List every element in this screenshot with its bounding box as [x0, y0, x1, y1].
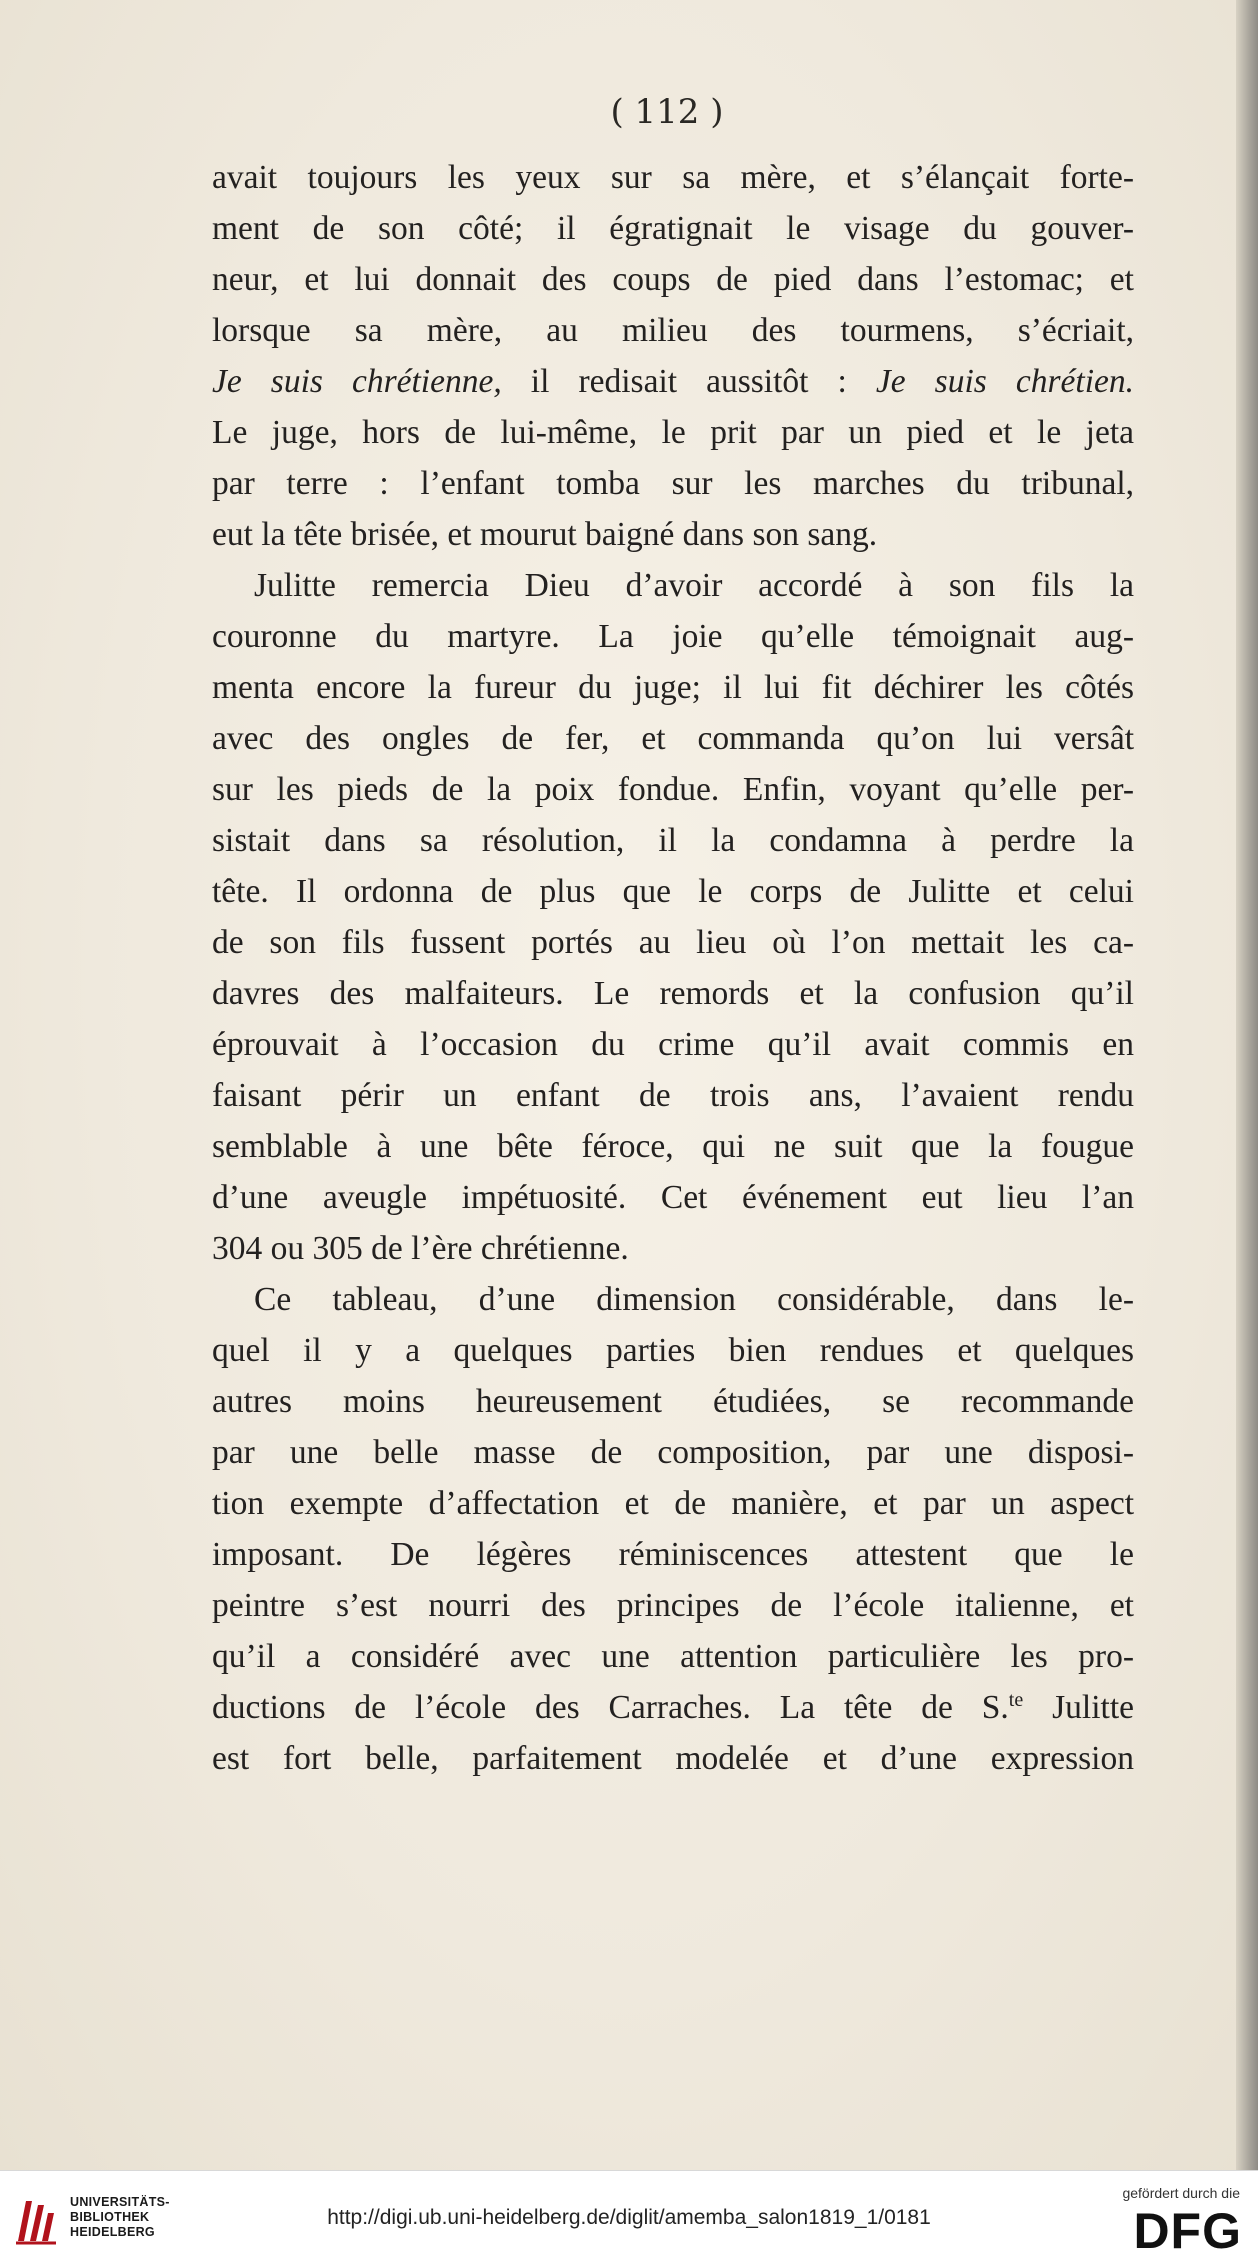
- text-line: [212, 1682, 1134, 1733]
- line-text: lorsque sa mère, au milieu des tourmens, s’écriait,: [212, 312, 1134, 349]
- text-line: [212, 458, 1134, 509]
- text-line: [212, 1733, 1134, 1784]
- text-line: [212, 560, 1134, 611]
- line-text: sur les pieds de la poix fondue. Enfin, voyant qu’elle per-: [212, 771, 1134, 808]
- superscript: te: [1008, 1688, 1024, 1711]
- line-text: de son fils fussent portés au lieu où l’on mettait les ca-: [212, 924, 1134, 961]
- line-text: Le juge, hors de lui-même, le prit par un pied et le jeta: [212, 414, 1134, 451]
- institution-line-1: UNIVERSITÄTS-: [70, 2195, 170, 2209]
- italic-quote: Je suis chrétienne,: [212, 363, 502, 400]
- line-text: peintre s’est nourri des principes de l’école italienne, et: [212, 1587, 1134, 1624]
- italic-quote: Je suis chrétien.: [875, 363, 1134, 400]
- text-line: [212, 152, 1134, 203]
- text-line: [212, 203, 1134, 254]
- text-line: [212, 407, 1134, 458]
- line-text: Ce tableau, d’une dimension considérable, dans le-: [254, 1281, 1134, 1318]
- text-line: [212, 866, 1134, 917]
- text-line: [212, 815, 1134, 866]
- line-text: par terre : l’enfant tomba sur les marches du tribunal,: [212, 465, 1134, 502]
- line-text: menta encore la fureur du juge; il lui fit déchirer les côtés: [212, 669, 1134, 706]
- text-line: [212, 1172, 1134, 1223]
- institution-line-2: BIBLIOTHEK: [70, 2210, 150, 2224]
- text-line: [212, 1631, 1134, 1682]
- line-text: faisant périr un enfant de trois ans, l’avaient rendu: [212, 1077, 1134, 1114]
- line-text: éprouvait à l’occasion du crime qu’il avait commis en: [212, 1026, 1134, 1063]
- body-text: [212, 152, 1134, 1784]
- text-line: [212, 356, 1134, 407]
- line-text: est fort belle, parfaitement modelée et d’une expression: [212, 1740, 1134, 1777]
- line-text: neur, et lui donnait des coups de pied dans l’estomac; et: [212, 261, 1134, 298]
- line-text: tion exempte d’affectation et de manière, et par un aspect: [212, 1485, 1134, 1522]
- line-text: autres moins heureusement étudiées, se recommande: [212, 1383, 1134, 1420]
- line-text: sistait dans sa résolution, il la condamna à perdre la: [212, 822, 1134, 859]
- institution-line-3: HEIDELBERG: [70, 2225, 155, 2239]
- text-line: [212, 1223, 1134, 1274]
- line-text: qu’il a considéré avec une attention particulière les pro-: [212, 1638, 1134, 1675]
- text-line: [212, 1427, 1134, 1478]
- text-line: [212, 1376, 1134, 1427]
- source-url-link[interactable]: http://digi.ub.uni-heidelberg.de/diglit/amemba_salon1819_1/0181: [327, 2206, 931, 2229]
- line-text: ductions de l’école des Carraches. La tête de S.: [212, 1689, 1009, 1726]
- line-text: Julitte remercia Dieu d’avoir accordé à son fils la: [254, 567, 1134, 604]
- line-text: davres des malfaiteurs. Le remords et la confusion qu’il: [212, 975, 1134, 1012]
- text-line: [212, 1529, 1134, 1580]
- page-number: ( 112 ): [610, 92, 724, 132]
- line-text: eut la tête brisée, et mourut baigné dans son sang.: [212, 516, 878, 553]
- text-line: [212, 254, 1134, 305]
- text-line: [212, 509, 1134, 560]
- line-text: 304 ou 305 de l’ère chrétienne.: [212, 1230, 629, 1267]
- text-line: [212, 1478, 1134, 1529]
- line-text: imposant. De légères réminiscences attestent que le: [212, 1536, 1134, 1573]
- line-text: avait toujours les yeux sur sa mère, et s’élançait forte-: [212, 159, 1134, 196]
- line-text: tête. Il ordonna de plus que le corps de Julitte et celui: [212, 873, 1134, 910]
- text-line: [212, 1070, 1134, 1121]
- text-line: [212, 662, 1134, 713]
- funding-note: gefördert durch die: [1122, 2185, 1240, 2201]
- text-line: [212, 1019, 1134, 1070]
- line-text: il redisait aussitôt :: [501, 363, 876, 400]
- text-line: [212, 1325, 1134, 1376]
- footer-bar: [0, 2170, 1258, 2266]
- page-edge: [1236, 0, 1258, 2170]
- dfg-logo: DFG: [1133, 2203, 1242, 2259]
- text-line: [212, 764, 1134, 815]
- line-text: avec des ongles de fer, et commanda qu’on lui versât: [212, 720, 1134, 757]
- text-line: [212, 1274, 1134, 1325]
- line-text-continued: Julitte: [1023, 1689, 1134, 1726]
- line-text: d’une aveugle impétuosité. Cet événement eut lieu l’an: [212, 1179, 1134, 1216]
- text-line: [212, 713, 1134, 764]
- line-text: semblable à une bête féroce, qui ne suit que la fougue: [212, 1128, 1134, 1165]
- text-line: [212, 968, 1134, 1019]
- text-line: [212, 917, 1134, 968]
- line-text: quel il y a quelques parties bien rendues et quelques: [212, 1332, 1134, 1369]
- text-line: [212, 1580, 1134, 1631]
- text-line: [212, 1121, 1134, 1172]
- line-text: par une belle masse de composition, par une disposi-: [212, 1434, 1134, 1471]
- line-text: ment de son côté; il égratignait le visage du gouver-: [212, 210, 1134, 247]
- text-line: [212, 305, 1134, 356]
- text-line: [212, 611, 1134, 662]
- line-text: couronne du martyre. La joie qu’elle témoignait aug-: [212, 618, 1134, 655]
